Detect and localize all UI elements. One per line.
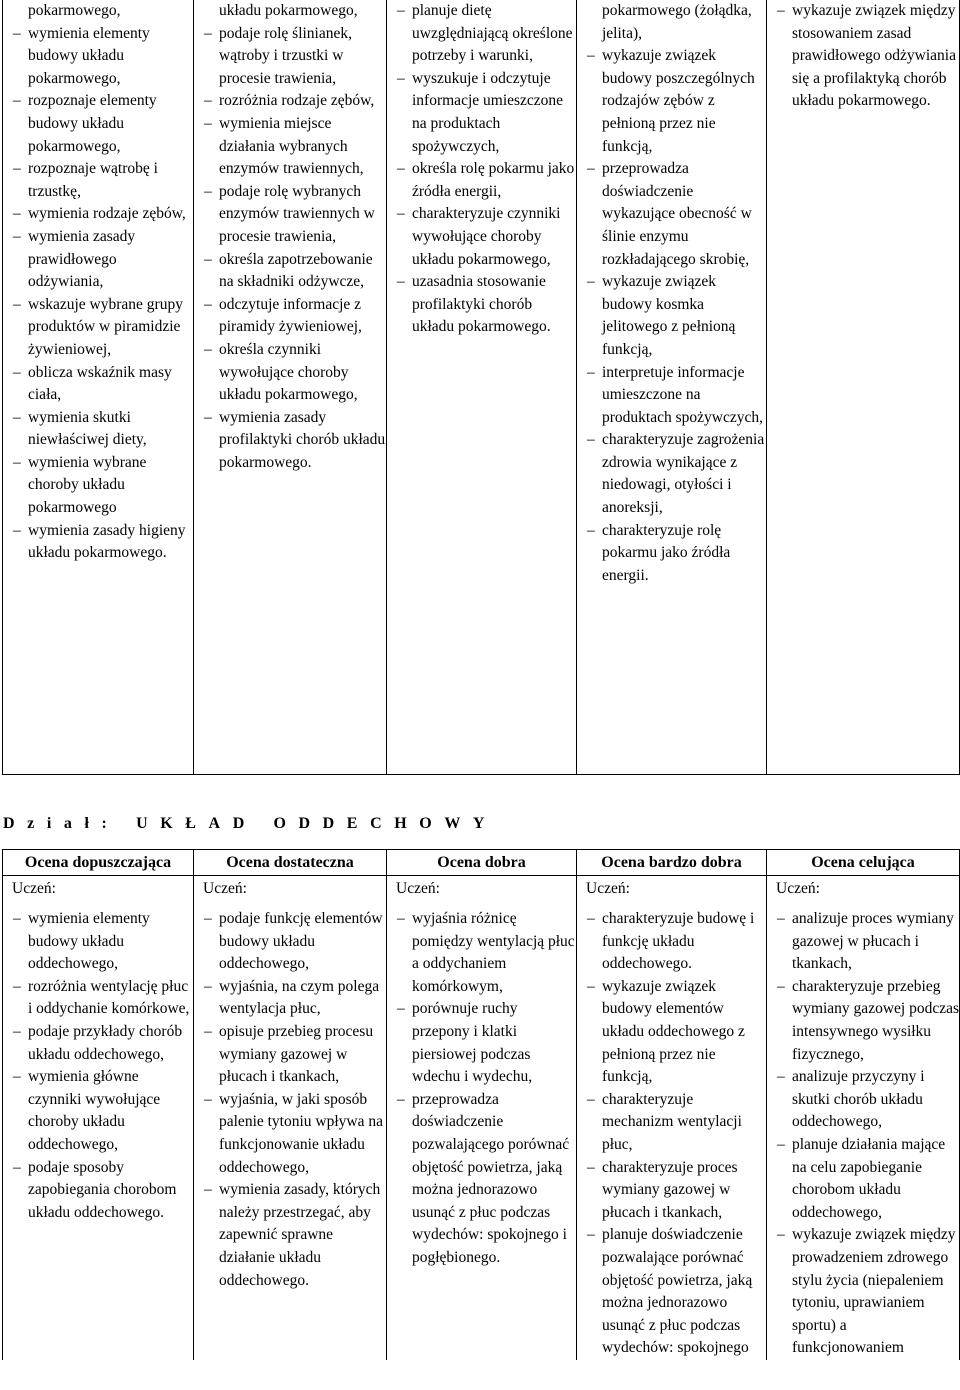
dash-bullet-icon: – bbox=[587, 521, 595, 539]
grade-column bbox=[577, 876, 767, 1360]
requirements-list bbox=[767, 908, 959, 1360]
list-item bbox=[3, 1021, 193, 1066]
list-item-text: charakteryzuje mechanizm wentylacji płuc, bbox=[602, 1090, 742, 1153]
list-item bbox=[3, 0, 193, 23]
requirements-list bbox=[194, 908, 386, 1292]
dash-bullet-icon: – bbox=[13, 521, 21, 539]
dash-bullet-icon: – bbox=[13, 408, 21, 426]
list-item-text: wymienia wybrane choroby układu pokarmowego bbox=[28, 453, 147, 517]
list-item bbox=[194, 23, 386, 91]
list-item-text: charakteryzuje rolę pokarmu jako źródła energii. bbox=[602, 521, 731, 584]
list-item bbox=[577, 429, 766, 519]
list-item-text: charakteryzuje przebieg wymiany gazowej podczas intensywnego wysiłku fizycznego, bbox=[792, 977, 959, 1063]
student-label: Uczeń: bbox=[12, 880, 56, 897]
list-item-text: wymienia elementy budowy układu pokarmowego, bbox=[28, 24, 150, 87]
requirements-list bbox=[577, 0, 766, 587]
list-item-text: planuje doświadczenie pozwalające porównać objętość powietrza, jaką można jednorazowo usunąć z płuc podczas wydechów: spokojnego bbox=[602, 1226, 753, 1357]
list-item-text: planuje działania mające na celu zapobieganie chorobom układu oddechowego, bbox=[792, 1135, 946, 1221]
table-row bbox=[3, 876, 960, 1360]
dash-bullet-icon: – bbox=[587, 1090, 595, 1108]
dash-bullet-icon: – bbox=[204, 24, 212, 42]
dash-bullet-icon: – bbox=[204, 250, 212, 268]
list-item-text: podaje rolę ślinianek, wątroby i trzustki w procesie trawienia, bbox=[219, 24, 352, 87]
list-item bbox=[767, 1134, 959, 1224]
list-item bbox=[767, 976, 959, 1066]
list-item bbox=[577, 271, 766, 361]
list-item bbox=[3, 452, 193, 520]
list-item-text: charakteryzuje czynniki wywołujące choroby układu pokarmowego, bbox=[412, 205, 561, 268]
list-item-text: podaje funkcję elementów budowy układu oddechowego, bbox=[219, 910, 383, 973]
list-item bbox=[3, 1157, 193, 1225]
list-item bbox=[3, 1066, 193, 1156]
list-item-text: opisuje przebieg procesu wymiany gazowej w płucach i tkankach, bbox=[219, 1022, 374, 1086]
dash-bullet-icon: – bbox=[204, 977, 212, 995]
list-item bbox=[577, 908, 766, 976]
list-item-text: charakteryzuje proces wymiany gazowej w płucach i tkankach, bbox=[602, 1158, 738, 1221]
dash-bullet-icon: – bbox=[777, 1226, 785, 1244]
grade-header: Ocena dopuszczająca bbox=[3, 850, 194, 876]
list-item bbox=[194, 407, 386, 475]
requirements-list bbox=[3, 0, 193, 565]
dash-bullet-icon: – bbox=[13, 1068, 21, 1086]
dash-bullet-icon: – bbox=[587, 273, 595, 291]
dash-bullet-icon: – bbox=[13, 910, 21, 927]
dash-bullet-icon: – bbox=[13, 160, 21, 178]
list-item-text: charakteryzuje budowę i funkcję układu oddechowego. bbox=[602, 910, 755, 973]
dash-bullet-icon: – bbox=[397, 1000, 405, 1018]
list-item bbox=[194, 908, 386, 976]
list-item bbox=[577, 45, 766, 158]
list-item-text: rozpoznaje elementy budowy układu pokarmowego, bbox=[28, 92, 157, 155]
dash-bullet-icon: – bbox=[204, 910, 212, 927]
list-item-text: wymienia zasady profilaktyki chorób układu pokarmowego. bbox=[219, 408, 386, 471]
dash-bullet-icon: – bbox=[777, 2, 785, 19]
list-item-text: wykazuje związek budowy elementów układu oddechowego z pełnioną przez nie funkcją, bbox=[602, 977, 745, 1086]
list-item-text: planuje dietę uwzględniającą określone potrzeby i warunki, bbox=[412, 2, 573, 65]
list-item-text: wykazuje związek między prowadzeniem zdrowego stylu życia (niepaleniem tytoniu, uprawianiem sportu) a funkcjonowaniem bbox=[792, 1226, 956, 1357]
grade-column bbox=[3, 876, 194, 1360]
list-item bbox=[3, 90, 193, 158]
dash-bullet-icon: – bbox=[204, 114, 212, 132]
table-row bbox=[3, 0, 960, 775]
dash-bullet-icon: – bbox=[13, 205, 21, 223]
list-item bbox=[3, 520, 193, 565]
list-item-text: podaje sposoby zapobiegania chorobom układu oddechowego. bbox=[28, 1158, 177, 1221]
dash-bullet-icon: – bbox=[397, 1090, 405, 1108]
list-item bbox=[767, 1066, 959, 1134]
list-item-text: przeprowadza doświadczenie pozwalającego porównać objętość powietrza, jaką można jednorazowo usunąć z płuc podczas wydechów: spokojnego i pogłębionego. bbox=[412, 1090, 570, 1266]
student-label: Uczeń: bbox=[586, 880, 630, 897]
list-item bbox=[3, 203, 193, 226]
list-item bbox=[194, 113, 386, 181]
list-item bbox=[194, 0, 386, 23]
dash-bullet-icon: – bbox=[13, 1158, 21, 1176]
list-item bbox=[387, 158, 576, 203]
grade-header: Ocena bardzo dobra bbox=[577, 850, 767, 876]
list-item bbox=[3, 226, 193, 294]
list-item bbox=[3, 976, 193, 1021]
list-item-text: wyjaśnia różnicę pomiędzy wentylacją płuc a oddychaniem komórkowym, bbox=[412, 910, 575, 995]
list-item-text: wykazuje związek budowy kosmka jelitowego z pełnioną funkcją, bbox=[602, 273, 736, 358]
list-item bbox=[194, 1089, 386, 1179]
dash-bullet-icon: – bbox=[13, 1022, 21, 1040]
list-item-text: wymienia skutki niewłaściwej diety, bbox=[28, 408, 147, 449]
list-item bbox=[577, 1089, 766, 1157]
list-item bbox=[577, 1224, 766, 1360]
dash-bullet-icon: – bbox=[13, 453, 21, 471]
list-item bbox=[3, 23, 193, 91]
list-item bbox=[577, 362, 766, 430]
list-item bbox=[194, 90, 386, 113]
grade-column bbox=[194, 876, 387, 1360]
grade-header: Ocena dostateczna bbox=[194, 850, 387, 876]
list-item-text: analizuje proces wymiany gazowej w płucach i tkankach, bbox=[792, 910, 954, 973]
dash-bullet-icon: – bbox=[587, 910, 595, 927]
list-item bbox=[387, 998, 576, 1088]
grade-column bbox=[194, 0, 387, 775]
list-item-text: interpretuje informacje umieszczone na produktach spożywczych, bbox=[602, 363, 763, 426]
list-item bbox=[577, 1157, 766, 1225]
list-item bbox=[3, 362, 193, 407]
list-item-text: charakteryzuje zagrożenia zdrowia wynikające z niedowagi, otyłości i anoreksji, bbox=[602, 431, 765, 517]
dash-bullet-icon: – bbox=[777, 1068, 785, 1086]
list-item bbox=[3, 407, 193, 452]
dash-bullet-icon: – bbox=[13, 24, 21, 42]
student-label: Uczeń: bbox=[776, 880, 820, 897]
dash-bullet-icon: – bbox=[587, 431, 595, 449]
dash-bullet-icon: – bbox=[397, 69, 405, 87]
list-item bbox=[387, 68, 576, 158]
list-item-text: wymienia zasady prawidłowego odżywiania, bbox=[28, 227, 136, 291]
list-item bbox=[194, 294, 386, 339]
dash-bullet-icon: – bbox=[13, 92, 21, 110]
list-item-text: wymienia główne czynniki wywołujące choroby układu oddechowego, bbox=[28, 1068, 161, 1153]
dash-bullet-icon: – bbox=[13, 363, 21, 381]
list-item-text: odczytuje informacje z piramidy żywieniowej, bbox=[219, 295, 362, 336]
dash-bullet-icon: – bbox=[204, 1181, 212, 1199]
list-item-text: wykazuje związek budowy poszczególnych rodzajów zębów z pełnioną przez nie funkcją, bbox=[602, 47, 755, 155]
dash-bullet-icon: – bbox=[204, 1022, 212, 1040]
list-item-text: wyjaśnia, w jaki sposób palenie tytoniu wpływa na funkcjonowanie układu oddechowego, bbox=[219, 1090, 383, 1176]
list-item bbox=[194, 249, 386, 294]
section-title: Dział: UKŁAD ODDECHOWY bbox=[3, 815, 498, 832]
requirements-list bbox=[194, 0, 386, 474]
respiratory-requirements-table bbox=[2, 849, 960, 1360]
dash-bullet-icon: – bbox=[204, 92, 212, 110]
list-item-text: wymienia rodzaje zębów, bbox=[28, 205, 186, 223]
dash-bullet-icon: – bbox=[587, 47, 595, 65]
dash-bullet-icon: – bbox=[397, 273, 405, 291]
dash-bullet-icon: – bbox=[587, 363, 595, 381]
dash-bullet-icon: – bbox=[204, 1090, 212, 1108]
requirements-list bbox=[3, 908, 193, 1224]
list-item bbox=[387, 1089, 576, 1270]
grade-header: Ocena celująca bbox=[767, 850, 960, 876]
list-item-text: wymienia zasady, których należy przestrzegać, aby zapewnić sprawne działanie układu oddechowego. bbox=[219, 1181, 381, 1289]
list-item bbox=[194, 181, 386, 249]
dash-bullet-icon: – bbox=[397, 910, 405, 927]
list-item-text: rozpoznaje wątrobę i trzustkę, bbox=[28, 160, 158, 200]
list-item bbox=[194, 1021, 386, 1089]
dash-bullet-icon: – bbox=[397, 160, 405, 178]
list-item-text: pokarmowego, bbox=[28, 2, 121, 19]
list-item bbox=[577, 0, 766, 45]
dash-bullet-icon: – bbox=[397, 2, 405, 19]
list-item bbox=[387, 0, 576, 68]
dash-bullet-icon: – bbox=[13, 295, 21, 313]
dash-bullet-icon: – bbox=[204, 408, 212, 426]
dash-bullet-icon: – bbox=[13, 227, 21, 245]
list-item-text: wyjaśnia, na czym polega wentylacja płuc, bbox=[219, 977, 380, 1018]
list-item-text: rozróżnia rodzaje zębów, bbox=[219, 92, 375, 110]
list-item bbox=[3, 908, 193, 976]
dash-bullet-icon: – bbox=[777, 910, 785, 927]
list-item-text: wyszukuje i odczytuje informacje umieszczone na produktach spożywczych, bbox=[412, 69, 564, 155]
header-row bbox=[3, 850, 960, 876]
list-item-text: podaje przykłady chorób układu oddechowego, bbox=[28, 1022, 183, 1063]
grade-column bbox=[767, 876, 960, 1360]
dash-bullet-icon: – bbox=[587, 1158, 595, 1176]
list-item-text: pokarmowego (żołądka, jelita), bbox=[602, 2, 752, 42]
grade-column bbox=[767, 0, 960, 775]
list-item-text: podaje rolę wybranych enzymów trawiennych w procesie trawienia, bbox=[219, 182, 375, 245]
list-item-text: określa zapotrzebowanie na składniki odżywcze, bbox=[219, 250, 373, 291]
requirements-list bbox=[767, 0, 959, 113]
grade-column bbox=[387, 0, 577, 775]
list-item bbox=[3, 158, 193, 203]
list-item bbox=[387, 271, 576, 339]
dash-bullet-icon: – bbox=[587, 977, 595, 995]
student-label: Uczeń: bbox=[396, 880, 440, 897]
list-item-text: przeprowadza doświadczenie wykazujące obecność w ślinie enzymu rozkładającego skrobię, bbox=[602, 160, 752, 268]
list-item bbox=[577, 976, 766, 1089]
dash-bullet-icon: – bbox=[204, 182, 212, 200]
dash-bullet-icon: – bbox=[587, 1226, 595, 1244]
list-item-text: określa rolę pokarmu jako źródła energii, bbox=[412, 160, 575, 200]
list-item bbox=[577, 520, 766, 588]
list-item bbox=[3, 294, 193, 362]
requirements-list bbox=[387, 908, 576, 1270]
list-item bbox=[194, 976, 386, 1021]
student-label: Uczeń: bbox=[203, 880, 247, 897]
list-item bbox=[194, 1179, 386, 1292]
dash-bullet-icon: – bbox=[397, 205, 405, 223]
list-item-text: porównuje ruchy przepony i klatki piersiowej podczas wdechu i wydechu, bbox=[412, 1000, 533, 1086]
dash-bullet-icon: – bbox=[587, 160, 595, 178]
list-item-text: wskazuje wybrane grupy produktów w piramidzie żywieniowej, bbox=[28, 295, 183, 358]
list-item-text: określa czynniki wywołujące choroby układu pokarmowego, bbox=[219, 340, 358, 404]
list-item bbox=[387, 908, 576, 998]
list-item-text: analizuje przyczyny i skutki chorób układu oddechowego, bbox=[792, 1068, 925, 1131]
list-item bbox=[767, 908, 959, 976]
list-item-text: wymienia zasady higieny układu pokarmowego. bbox=[28, 521, 186, 562]
dash-bullet-icon: – bbox=[204, 340, 212, 358]
grade-header: Ocena dobra bbox=[387, 850, 577, 876]
list-item bbox=[387, 203, 576, 271]
dash-bullet-icon: – bbox=[777, 977, 785, 995]
list-item-text: wykazuje związek między stosowaniem zasad prawidłowego odżywiania się a profilaktyką chorób układu pokarmowego. bbox=[792, 2, 956, 110]
top-requirements-table bbox=[2, 0, 960, 775]
list-item-text: uzasadnia stosowanie profilaktyki chorób układu pokarmowego. bbox=[412, 273, 551, 336]
list-item-text: wymienia elementy budowy układu oddechowego, bbox=[28, 910, 150, 973]
requirements-list bbox=[387, 0, 576, 339]
grade-column bbox=[387, 876, 577, 1360]
list-item-text: wymienia miejsce działania wybranych enzymów trawiennych, bbox=[219, 114, 364, 178]
list-item bbox=[194, 339, 386, 407]
grade-column bbox=[577, 0, 767, 775]
dash-bullet-icon: – bbox=[204, 295, 212, 313]
list-item bbox=[767, 0, 959, 113]
list-item-text: układu pokarmowego, bbox=[219, 2, 358, 19]
dash-bullet-icon: – bbox=[777, 1135, 785, 1153]
grade-column bbox=[3, 0, 194, 775]
list-item-text: rozróżnia wentylację płuc i oddychanie komórkowe, bbox=[28, 977, 190, 1018]
dash-bullet-icon: – bbox=[13, 977, 21, 995]
list-item-text: oblicza wskaźnik masy ciała, bbox=[28, 363, 172, 404]
list-item bbox=[767, 1224, 959, 1360]
list-item bbox=[577, 158, 766, 271]
requirements-list bbox=[577, 908, 766, 1360]
